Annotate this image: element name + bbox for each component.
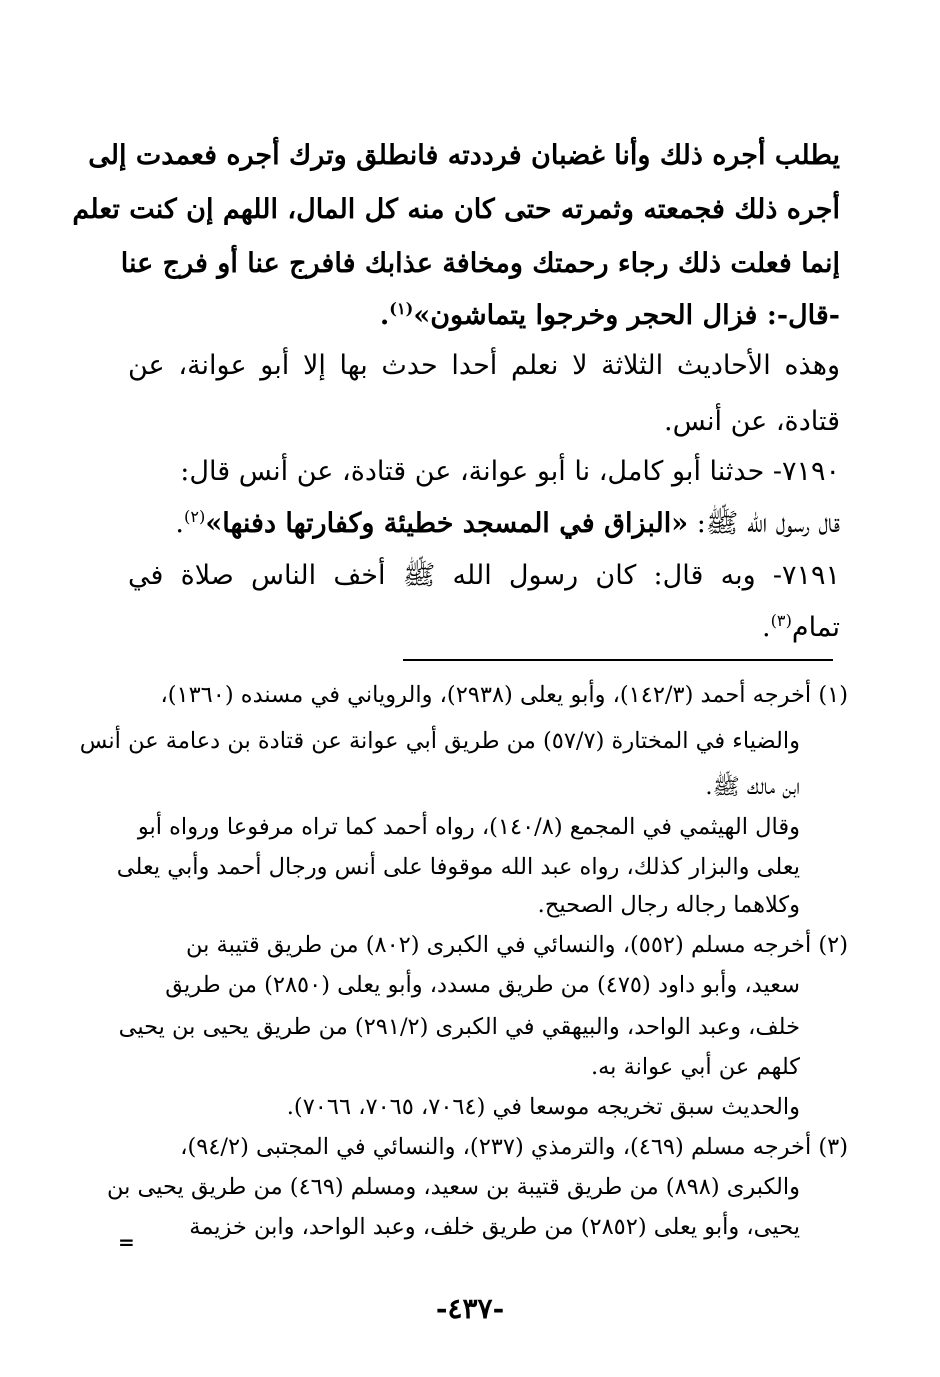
main-text-line: إنما فعلت ذلك رجاء رحمتك ومخافة عذابك فافرج عنا أو فرج عنا [120,248,840,279]
punctuation: . [761,612,771,643]
footnote-line: يحيى، وأبو يعلى (٢٨٥٢) من طريق خلف، وعبد الواحد، وابن خزيمة [189,1214,800,1240]
punctuation: . [379,300,390,331]
footnote-line: كلهم عن أبي عوانة به. [590,1054,800,1080]
continuation-mark: = [118,1230,135,1254]
main-text-line: يطلب أجره ذلك وأنا غضبان فرددته فانطلق وترك أجره فعمدت إلى [88,140,840,171]
footnote-ref-1: (١) [389,299,414,318]
footnote-1: (١) أخرجه أحمد (١٤٢/٣)، وأبو يعلى (٢٩٣٨)، والروياني في مسنده (١٣٦٠)، [160,682,848,708]
main-text-line: وهذه الأحاديث الثلاثة لا نعلم أحدا حدث بها إلا أبو عوانة، عن [128,350,840,381]
footnote-line: وقال الهيثمي في المجمع (١٤٠/٨)، رواه أحمد كما تراه مرفوعا ورواه أبو [137,814,800,840]
main-text-line: قتادة، عن أنس. [663,406,840,437]
footnote-line: والكبرى (٨٩٨) من طريق قتيبة بن سعيد، ومسلم (٤٦٩) من طريق يحيى بن [106,1174,800,1200]
footnote-line: والحديث سبق تخريجه موسعا في (٧٠٦٤، ٧٠٦٥، ٧٠٦٦). [286,1094,800,1120]
main-text-line: أجره ذلك فجمعته وثمرته حتى كان منه كل المال، اللهم إن كنت تعلم [72,194,840,225]
footnote-line: سعيد، وأبو داود (٤٧٥) من طريق مسدد، وأبو يعلى (٢٨٥٠) من طريق [165,972,800,998]
hadith-quote-end: -قال-: فزال الحجر وخرجوا يتماشون» [413,300,840,331]
hadith-quote: «البزاق في المسجد خطيئة وكفارتها دفنها» [205,508,689,539]
footnote-2: (٢) أخرجه مسلم (٥٥٢)، والنسائي في الكبرى (٨٠٢) من طريق قتيبة بن [185,932,848,958]
footnote-line: خلف، وعبد الواحد، والبيهقي في الكبرى (٢٩١/٢) من طريق يحيى بن يحيى [118,1014,800,1040]
punctuation: . [175,508,184,539]
hadith-attribution: قال رسول الله ﷺ: [688,508,840,539]
page-number: -٤٣٧- [435,1292,505,1325]
footnotes [79,128,848,1328]
footnote-line: يعلى والبزار كذلك، رواه عبد الله موقوفا على أنس ورجال أحمد وأبي يعلى [116,854,800,880]
footnote-ref-3: (٣) [770,611,792,630]
footnote-line: وكلاهما رجاله رجال الصحيح. [537,892,800,918]
main-text-fragment: تمام [791,612,840,643]
footnote-3: (٣) أخرجه مسلم (٤٦٩)، والترمذي (٢٣٧)، والنسائي في المجتبى (٩٤/٢)، [180,1134,848,1160]
hadith-7191-heading: ٧١٩١- وبه قال: كان رسول الله ﷺ أخف الناس صلاة في [128,560,840,591]
footnote-line: والضياء في المختارة (٥٧/٧) من طريق أبي عوانة عن قتادة بن دعامة عن أنس [79,728,800,754]
footnote-line: ابن مالك ﷺ. [705,774,800,800]
hadith-7190-heading: ٧١٩٠- حدثنا أبو كامل، نا أبو عوانة، عن قتادة، عن أنس قال: [180,456,840,487]
footnote-ref-2: (٢) [183,507,206,526]
